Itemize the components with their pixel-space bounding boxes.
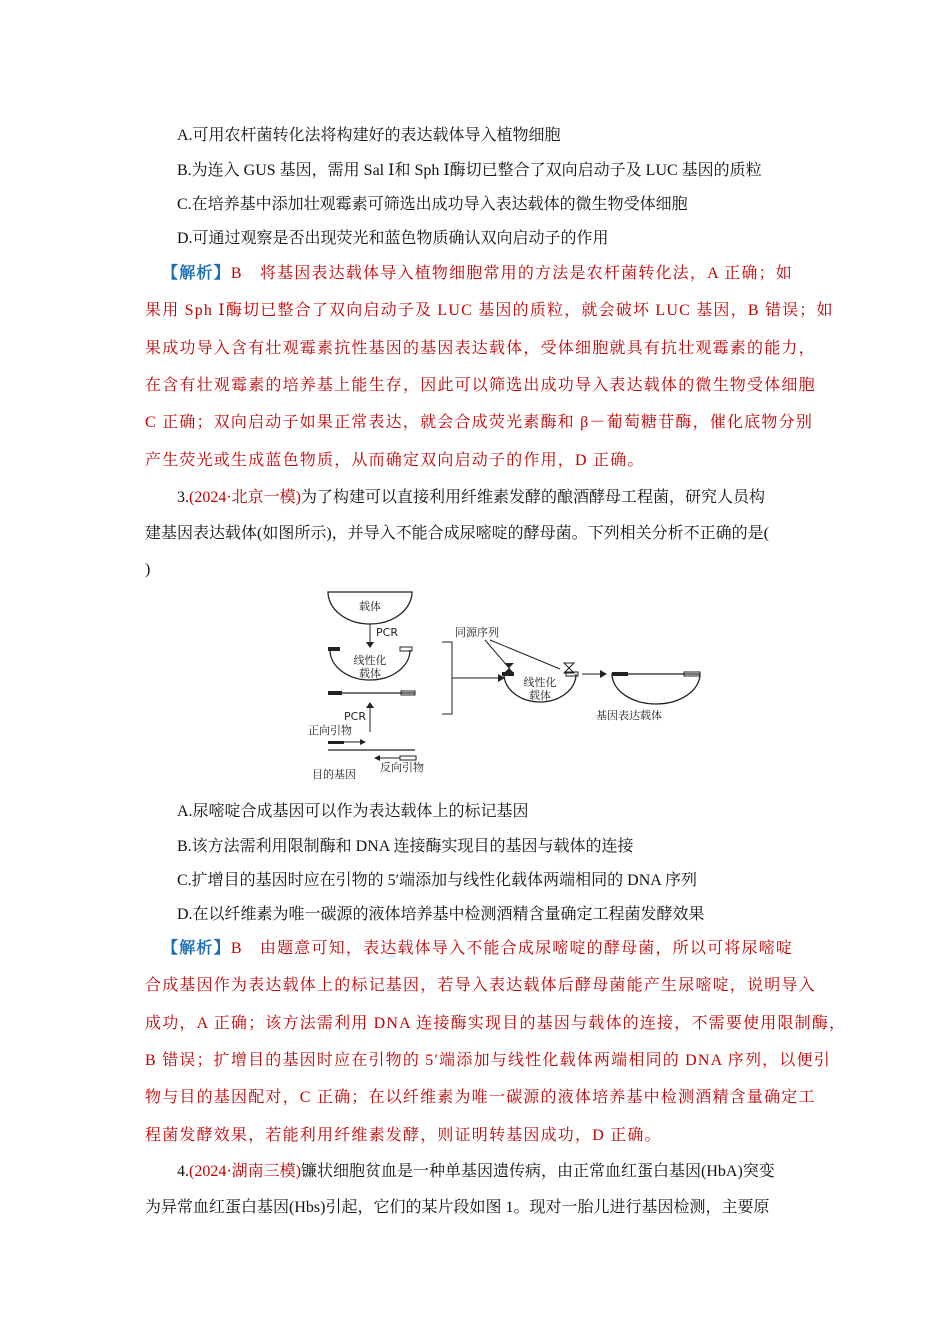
analysis-tag: 【解析】 (162, 940, 231, 957)
q3-source: (2024·北京一模) (189, 489, 301, 506)
q3-option-c: C.扩增目的基因时应在引物的 5′端添加与线性化载体两端相同的 DNA 序列 (177, 872, 697, 889)
q3-analysis-line-6: 程菌发酵效果，若能利用纤维素发酵，则证明转基因成功，D 正确。 (145, 1127, 662, 1144)
final-insert-dark (612, 672, 628, 676)
q2-analysis-line-5: C 正确；双向启动子如果正常表达，就会合成荧光素酶和 β－葡萄糖苷酶，催化底物分别 (145, 414, 814, 431)
q3-stem-line-3: ) (145, 561, 151, 578)
vector-construction-diagram (300, 582, 720, 782)
forward-primer (328, 741, 344, 744)
q3-analysis-line-1: 【解析】B 由题意可知，表达载体导入不能合成尿嘧啶的酵母菌，所以可将尿嘧啶 (162, 940, 794, 957)
q3-option-a: A.尿嘧啶合成基因可以作为表达载体上的标记基因 (177, 803, 529, 820)
homologous-pointer-2 (490, 640, 560, 669)
q2-option-b: B.为连入 GUS 基因，需用 Sal Ⅰ和 Sph Ⅰ酶切已整合了双向启动子及 LUC 基因的质粒 (177, 162, 762, 179)
q2-option-a: A.可用农杆菌转化法将构建好的表达载体导入植物细胞 (177, 127, 561, 144)
linear-end-left (328, 647, 340, 651)
reverse-primer-label: 反向引物 (380, 761, 424, 774)
q4-stem-line-1: 4.(2024·湖南三模)镰状细胞贫血是一种单基因遗传病，由正常血红蛋白基因(HbA)突变 (177, 1163, 775, 1180)
q2-option-c: C.在培养基中添加壮观霉素可筛选出成功导入表达载体的微生物受体细胞 (177, 196, 688, 213)
analysis-tag: 【解析】 (162, 265, 231, 282)
q3-option-d: D.在以纤维素为唯一碳源的液体培养基中检测酒精含量确定工程菌发酵效果 (177, 906, 705, 923)
pcr2-arrow-head (366, 702, 374, 708)
bracket (442, 642, 452, 714)
final-arrowhead (600, 670, 607, 678)
assembling-label-1: 线性化 (523, 676, 557, 689)
pcr2-label: PCR (344, 710, 366, 723)
pcr-label: PCR (376, 626, 398, 639)
expression-vector-shape (612, 674, 700, 704)
q2-analysis-line-3: 果成功导入含有壮观霉素抗性基因的基因表达载体，受体细胞就具有抗壮观霉素的能力， (145, 340, 816, 357)
pcr-product-left (328, 691, 342, 695)
q2-analysis-line-2: 果用 Sph Ⅰ酶切已整合了双向启动子及 LUC 基因的质粒，就会破坏 LUC 基因，B 错误；如 (145, 302, 834, 319)
q2-option-d: D.可通过观察是否出现荧光和蓝色物质确认双向启动子的作用 (177, 230, 609, 247)
assembling-label-2: 载体 (529, 689, 551, 702)
insert-left-top (504, 663, 514, 668)
q3-analysis-line-3: 成功，A 正确；该方法需利用 DNA 连接酶实现目的基因与载体的连接，不需要使用限制酶， (145, 1015, 847, 1032)
vector-label: 载体 (359, 600, 381, 613)
reverse-primer (400, 756, 416, 760)
q3-stem-line-2: 建基因表达载体(如图所示)，并导入不能合成尿嘧啶的酵母菌。下列相关分析不正确的是( (145, 525, 769, 542)
q2-analysis-line-6: 产生荧光或生成蓝色物质，从而确定双向启动子的作用，D 正确。 (145, 452, 645, 469)
q3-analysis-line-4: B 错误；扩增目的基因时应在引物的 5′端添加与线性化载体两端相同的 DNA 序列，以便引 (145, 1052, 831, 1069)
homologous-label: 同源序列 (455, 626, 499, 639)
q3-stem-line-1: 3.(2024·北京一模)为了构建可以直接利用纤维素发酵的酿酒酵母工程菌，研究人员构 (177, 489, 766, 506)
target-gene-label: 目的基因 (312, 768, 356, 781)
forward-primer-arrowhead (360, 739, 366, 745)
q3-analysis-line-5: 物与目的基因配对，C 正确；在以纤维素为唯一碳源的液体培养基中检测酒精含量确定工 (145, 1089, 816, 1106)
linearized-label-2: 载体 (359, 667, 381, 680)
q4-stem-line-2: 为异常血红蛋白基因(Hbs)引起，它们的某片段如图 1。现对一胎儿进行基因检测，主要原 (145, 1199, 770, 1216)
q4-source: (2024·湖南三模) (189, 1163, 301, 1180)
pcr-arrow-head (366, 642, 374, 648)
q2-analysis-line-1: 【解析】B 将基因表达载体导入植物细胞常用的方法是农杆菌转化法，A 正确；如 (162, 265, 793, 282)
q3-option-b: B.该方法需利用限制酶和 DNA 连接酶实现目的基因与载体的连接 (177, 838, 634, 855)
linearized-label-1: 线性化 (353, 654, 387, 667)
q2-analysis-line-4: 在含有壮观霉素的培养基上能生存，因此可以筛选出成功导入表达载体的微生物受体细胞 (145, 377, 816, 394)
forward-primer-label: 正向引物 (308, 724, 352, 737)
expression-vector-label: 基因表达载体 (596, 709, 662, 722)
q3-analysis-line-2: 合成基因作为表达载体上的标记基因，若导入表达载体后酵母菌能产生尿嘧啶，说明导入 (145, 977, 816, 994)
insert-right-top (564, 663, 574, 668)
insert-left-bottom (504, 668, 514, 673)
